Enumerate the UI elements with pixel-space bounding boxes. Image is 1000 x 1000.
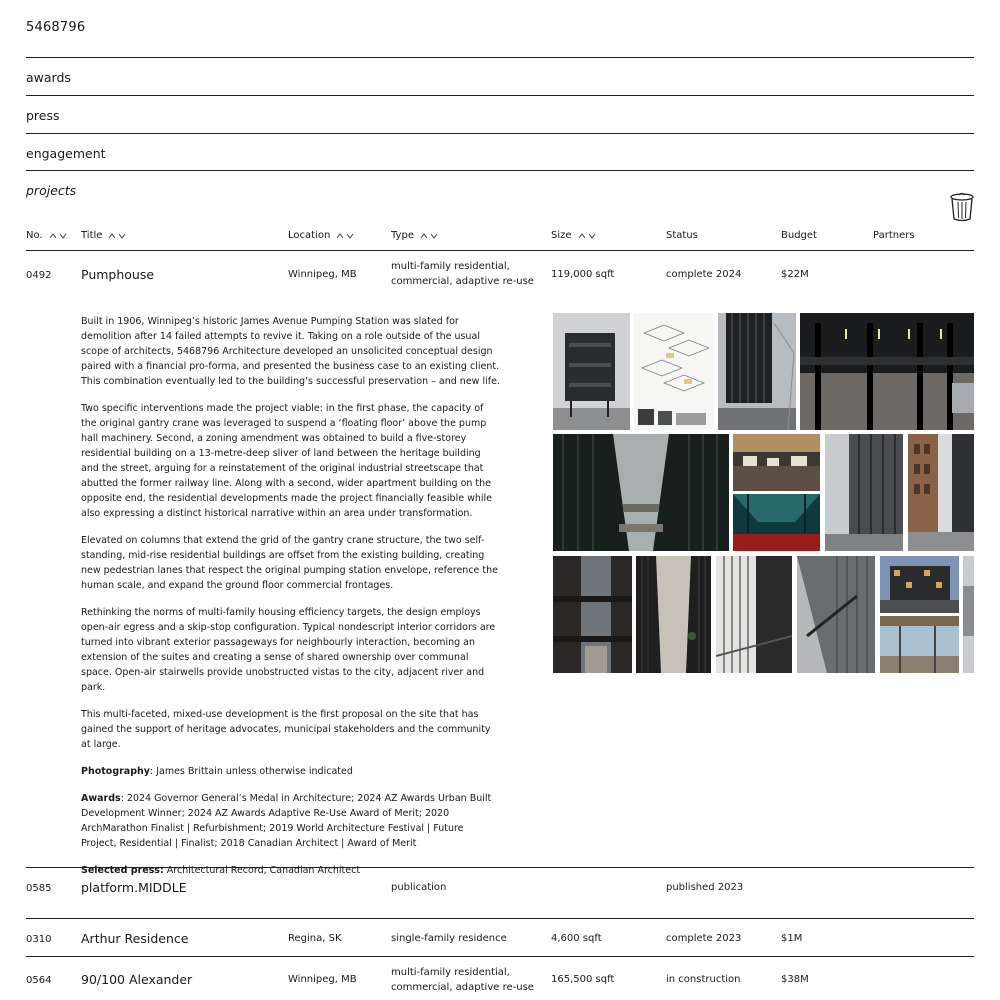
press-value: Architectural Record, Canadian Architect	[163, 865, 361, 876]
awards-label: Awards	[81, 793, 121, 804]
gallery-photo[interactable]	[716, 556, 792, 673]
row-size: 4,600 sqft	[551, 933, 602, 944]
row-no: 0585	[26, 883, 52, 894]
awards-list	[81, 791, 501, 851]
sort-arrows-icon[interactable]	[336, 233, 354, 239]
row-status: in construction	[666, 974, 741, 985]
divider	[26, 95, 974, 96]
gallery-photo[interactable]	[553, 313, 630, 430]
row-type-cont: commercial, adaptive re-use	[391, 982, 534, 993]
gallery-photo[interactable]	[825, 434, 903, 551]
header-type[interactable]	[391, 230, 438, 241]
header-title-label: Title	[81, 230, 103, 241]
row-status: complete 2023	[666, 933, 742, 944]
description-paragraph: Two specific interventions made the project viable: in the first phase, the capacity of the original gantry crane was leveraged to suspend a ‘floating floor’ above the pump hall machinery. Second, a zoning amendment was obtained to build a five-storey residential building on a 13-metre-deep sliver of land between the heritage building and the street, arguing for a reinstatement of the original industrial streetscape that abutted the former railway line. Along with a second, wider apartment building on the opposite end, the residential developments made the project financially feasible while also expressing a distinct historical narrative within an area under transformation.	[81, 403, 492, 519]
row-title[interactable]: platform.MIDDLE	[81, 880, 187, 895]
row-location: Winnipeg, MB	[288, 974, 357, 985]
row-size: 165,500 sqft	[551, 974, 615, 985]
photography-label: Photography	[81, 766, 150, 777]
gallery-photo[interactable]	[733, 434, 820, 491]
photography-credit	[81, 764, 501, 779]
awards-value: : 2024 Governor General’s Medal in Architecture; 2024 AZ Awards Urban Built Development Winner; 2024 AZ Awards Adaptive Re-Use Award of Merit; 2020 ArchMarathon Finalist | Refurbishment; 2019 World Architecture Festival | Future Project, Residential | Finalist; 2018 Canadian Architect | Award of Merit	[81, 793, 492, 849]
description-paragraph: Elevated on columns that extend the grid of the gantry crane structure, the two self-standing, mid-rise residential buildings are offset from the existing building, creating new pedestrian lanes that respect the original pumping station envelope, reference the human scale, and expand the ground floor commercial frontages.	[81, 535, 498, 591]
row-status: published 2023	[666, 882, 744, 893]
description-paragraph: This multi-faceted, mixed-use development is the first proposal on the site that has gained the support of heritage advocates, municipal stakeholders and the community at large.	[81, 709, 491, 750]
nav-engagement[interactable]: engagement	[26, 146, 106, 161]
row-status: complete 2024	[666, 269, 742, 280]
divider	[26, 57, 974, 58]
gallery-photo[interactable]	[800, 313, 974, 430]
site-logo[interactable]: 5468796	[26, 20, 86, 35]
row-type: single-family residence	[391, 933, 507, 944]
row-budget: $38M	[781, 974, 809, 985]
header-size-label: Size	[551, 230, 572, 241]
selected-press	[81, 863, 501, 878]
header-location-label: Location	[288, 230, 331, 241]
gallery-photo[interactable]	[908, 434, 974, 551]
row-budget: $22M	[781, 269, 809, 280]
row-title[interactable]: Arthur Residence	[81, 931, 189, 946]
gallery-photo[interactable]	[636, 556, 711, 673]
sort-arrows-icon[interactable]	[420, 233, 438, 239]
trash-icon[interactable]	[948, 192, 976, 222]
row-type: multi-family residential,	[391, 967, 510, 978]
gallery-photo[interactable]	[733, 494, 820, 551]
sort-arrows-icon[interactable]	[49, 233, 67, 239]
row-type: multi-family residential,	[391, 261, 510, 272]
row-no: 0564	[26, 975, 52, 986]
gallery-photo[interactable]	[963, 556, 974, 673]
header-type-label: Type	[391, 230, 414, 241]
header-size[interactable]	[551, 230, 596, 241]
row-no: 0310	[26, 934, 52, 945]
header-status-label: Status	[666, 230, 698, 241]
photography-value: : James Brittain unless otherwise indicated	[149, 766, 353, 777]
gallery-photo[interactable]	[880, 616, 959, 673]
row-type: publication	[391, 882, 447, 893]
gallery-photo[interactable]	[553, 556, 632, 673]
divider	[26, 250, 974, 251]
divider	[26, 918, 974, 919]
header-no[interactable]	[26, 230, 67, 241]
gallery-photo[interactable]	[880, 556, 959, 613]
row-location: Winnipeg, MB	[288, 269, 357, 280]
header-budget	[781, 230, 817, 241]
nav-projects[interactable]: projects	[26, 183, 77, 198]
row-title[interactable]: Pumphouse	[81, 267, 155, 282]
description-paragraph: Rethinking the norms of multi-family housing efficiency targets, the design employs open-air egress and a skip-stop configuration. Typical nondescript interior corridors are turned into vibrant exterior passageways for neighbourly interaction, becoming an extension of the suites and creating a sense of shared ownership over communal space. Open-air stairwells provide unobstructed vistas to the city, adjacent river and park.	[81, 607, 496, 693]
row-no: 0492	[26, 270, 52, 281]
header-no-label: No.	[26, 230, 43, 241]
row-type-cont: commercial, adaptive re-use	[391, 276, 534, 287]
sort-arrows-icon[interactable]	[578, 233, 596, 239]
header-status	[666, 230, 698, 241]
gallery-photo[interactable]	[553, 434, 729, 551]
nav-awards[interactable]: awards	[26, 70, 71, 85]
row-location: Regina, SK	[288, 933, 342, 944]
divider	[26, 170, 974, 171]
divider	[26, 133, 974, 134]
header-budget-label: Budget	[781, 230, 817, 241]
nav-press[interactable]: press	[26, 108, 60, 123]
header-partners-label: Partners	[873, 230, 915, 241]
header-title[interactable]	[81, 230, 126, 241]
project-description	[81, 314, 501, 890]
header-partners	[873, 230, 915, 241]
description-paragraph: Built in 1906, Winnipeg’s historic James Avenue Pumping Station was slated for demolition after 14 failed attempts to revive it. Taking on a role outside of the usual scope of architects, 5468796 Architecture developed an unsolicited conceptual design paired with a financial pro-forma, and presented the business case to an existing client. This combination eventually led to the building’s successful preservation – and new life.	[81, 316, 500, 387]
press-label: Selected press:	[81, 865, 164, 876]
row-title[interactable]: 90/100 Alexander	[81, 972, 193, 987]
sort-arrows-icon[interactable]	[108, 233, 126, 239]
header-location[interactable]	[288, 230, 354, 241]
gallery-photo[interactable]	[718, 313, 796, 430]
divider	[26, 956, 974, 957]
gallery-photo[interactable]	[797, 556, 875, 673]
row-budget: $1M	[781, 933, 803, 944]
gallery-diagram[interactable]	[634, 313, 714, 430]
row-size: 119,000 sqft	[551, 269, 615, 280]
